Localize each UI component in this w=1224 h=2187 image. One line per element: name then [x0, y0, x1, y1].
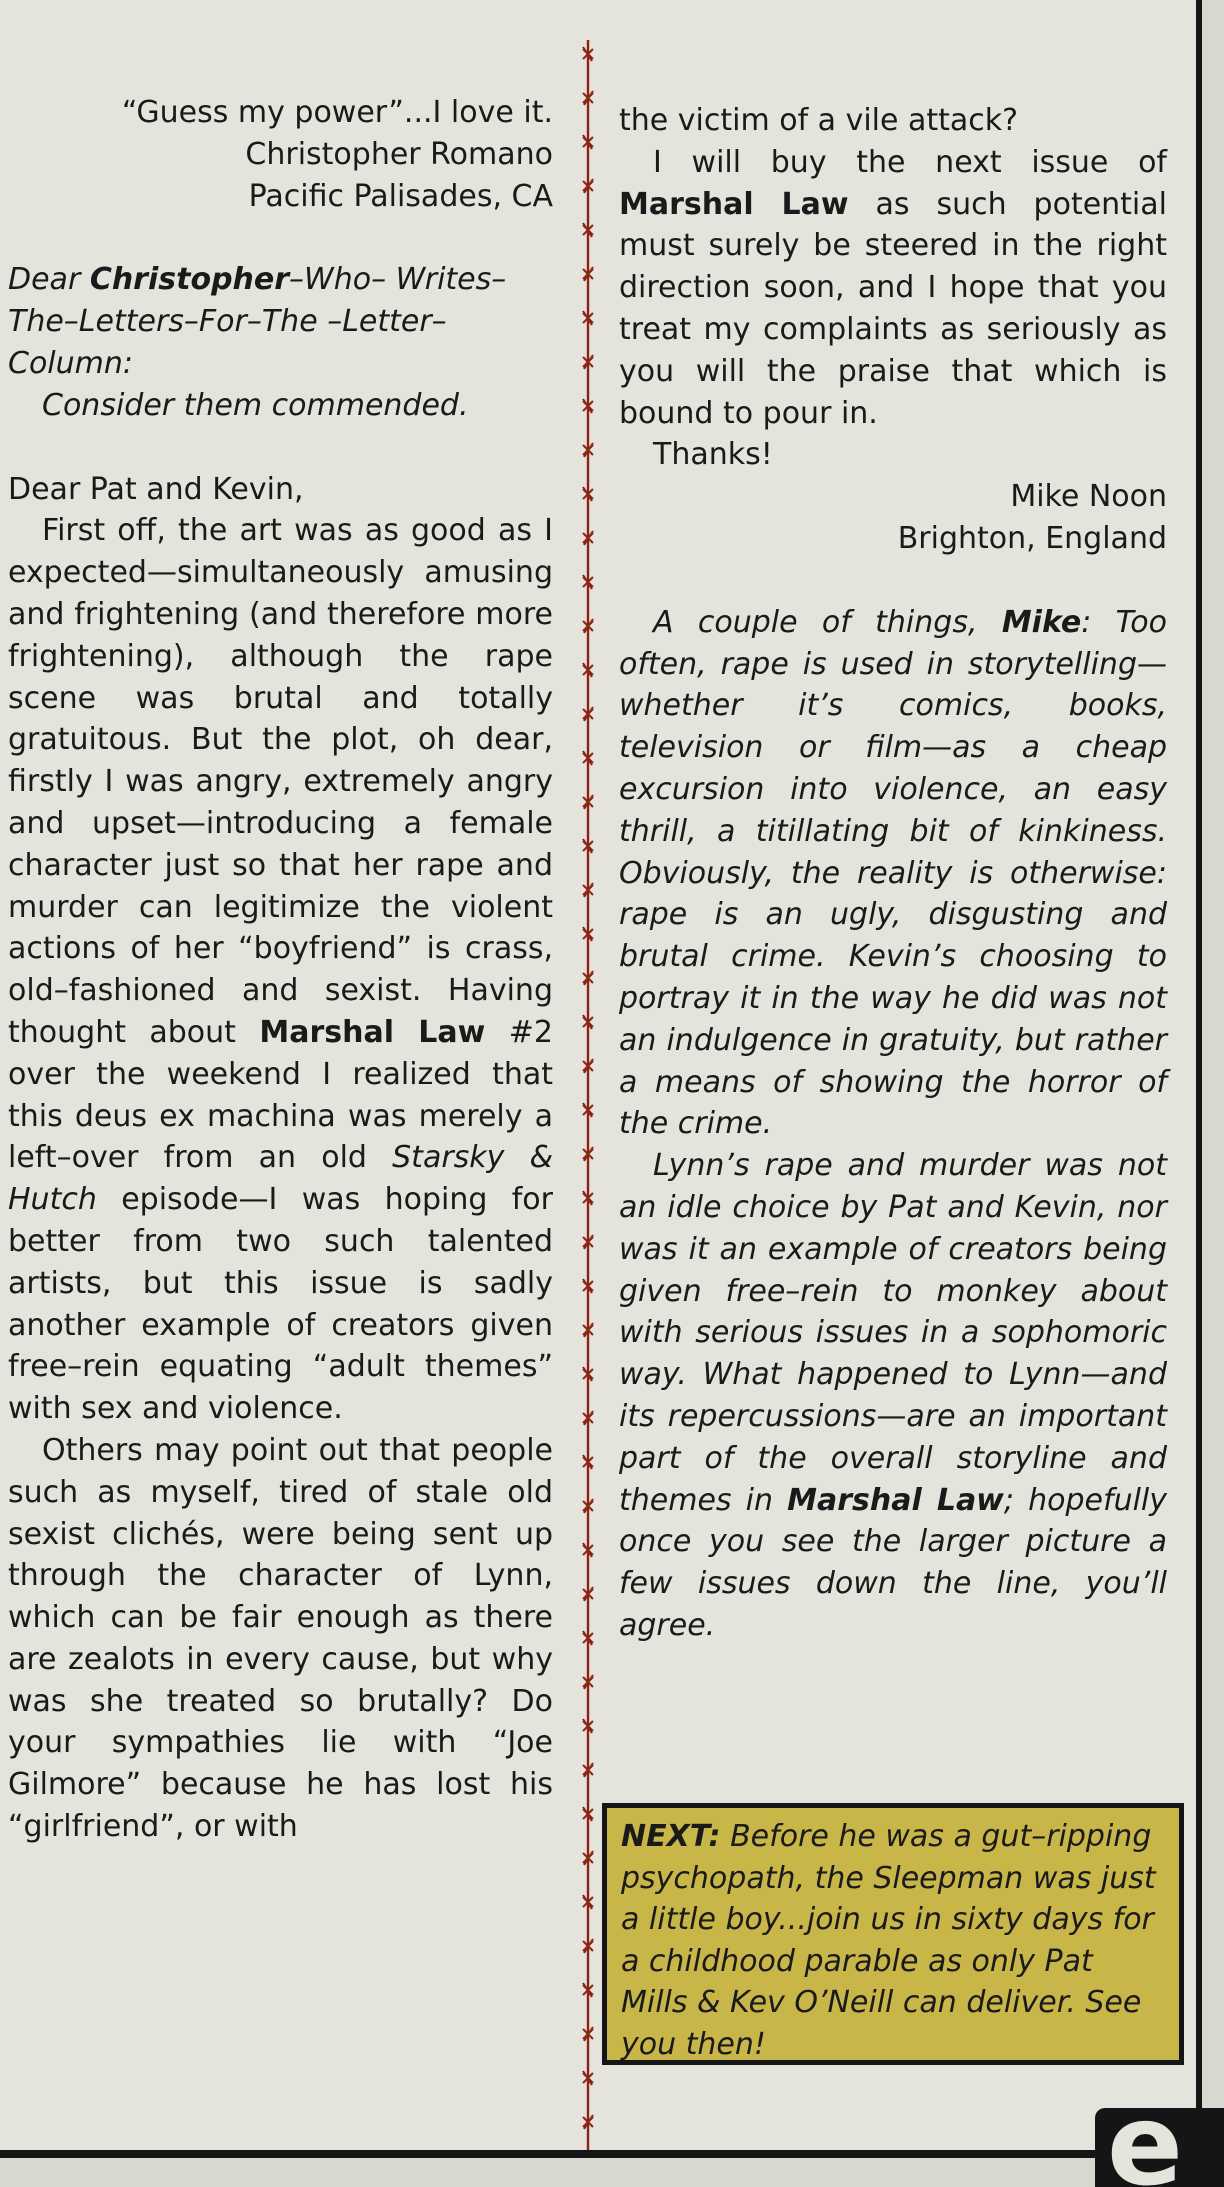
- next-issue-box: [602, 1803, 1184, 2065]
- letter-salutation: Dear Pat and Kevin,: [8, 471, 304, 507]
- publisher-logo-letter: e: [1107, 2108, 1183, 2187]
- prev-letter-signature-location: Pacific Palisades, CA: [248, 178, 553, 214]
- letter-paragraph-3: I will buy the next issue of Marshal Law as such potential must surely be steered in the right direction soon, and I hope that you treat my complaints as seriously as you will the praise that which is bound to pour in.: [619, 144, 1167, 431]
- next-issue-text: Before he was a gut–ripping psychopath, the Sleepman was just a little boy...join us in sixty days for a childhood parable as only Pat Mills & Kev O’Neill can deliver. See you then!: [621, 1819, 1156, 2062]
- page-right-margin: [1202, 0, 1224, 2187]
- prev-letter-closing: “Guess my power”...I love it.: [121, 95, 553, 130]
- letter-paragraph-2-continued: the victim of a vile attack?: [619, 103, 1019, 138]
- letter-thanks: Thanks!: [653, 437, 773, 473]
- publisher-logo: [1095, 2108, 1224, 2187]
- prev-letter-signature-name: Christopher Romano: [245, 136, 553, 172]
- letter-paragraph-1: First off, the art was as good as I expected—simultaneously amusing and frightening (and therefore more frightening), although the rape scene was brutal and totally gratuitous. But the plot, oh dear, firstly I was angry, extremely angry and upset—introducing a female character just so that her rape and murder can legitimize the violent actions of her “boyfriend” is crass, old–fashioned and sexist. Having thought about Marshal Law #2 over the weekend I realized that this deus ex machina was merely a left–over from an old Starsky & Hutch episode—I was hoping for better from two such talented artists, but this issue is sadly another example of creators given free–rein equating “adult themes” with sex and violence.: [8, 513, 554, 1427]
- right-column: [619, 100, 1167, 1647]
- editor-reply-2-paragraph-2: Lynn’s rape and murder was not an idle choice by Pat and Kevin, nor was it an example of creators being given free–rein to monkey about with serious issues in a sophomoric way. What happened to Lynn—and its repercussions—are an important part of the overall storyline and themes in Marshal Law; hopefully once you see the larger picture a few issues down the line, you’ll agree.: [619, 1148, 1168, 1643]
- column-divider: [582, 40, 594, 2150]
- letter-signature-name: Mike Noon: [1010, 479, 1167, 515]
- barbed-wire-divider-icon: [582, 40, 594, 2150]
- left-column: [8, 92, 553, 1848]
- editor-reply-salutation: Dear Christopher–Who– Writes–The–Letters–For–The –Letter–Column:: [8, 262, 507, 381]
- letter-signature-location: Brighton, England: [897, 520, 1167, 556]
- editor-reply-2-paragraph-1: A couple of things, Mike: Too often, rape is used in storytelling—whether it’s comics, books, television or film—as a cheap excursion into violence, an easy thrill, a titillating bit of kinkiness. Obviously, the reality is otherwise: rape is an ugly, disgusting and brutal crime. Kevin’s choosing to portray it in the way he did was not an indulgence in gratuity, but rather a means of showing the horror of the crime.: [619, 604, 1167, 1142]
- bottom-border-rule: [0, 2150, 1224, 2158]
- next-issue-label: NEXT:: [621, 1819, 721, 1854]
- editor-reply-body: Consider them commended.: [42, 387, 469, 423]
- page-bottom-margin: [0, 2158, 1224, 2187]
- letter-paragraph-2: Others may point out that people such as myself, tired of stale old sexist clichés, were being sent up through the character of Lynn, which can be fair enough as there are zealots in every cause, but why was she treated so brutally? Do your sympathies lie with “Joe Gilmore” because he has lost his “girlfriend”, or with: [8, 1432, 553, 1845]
